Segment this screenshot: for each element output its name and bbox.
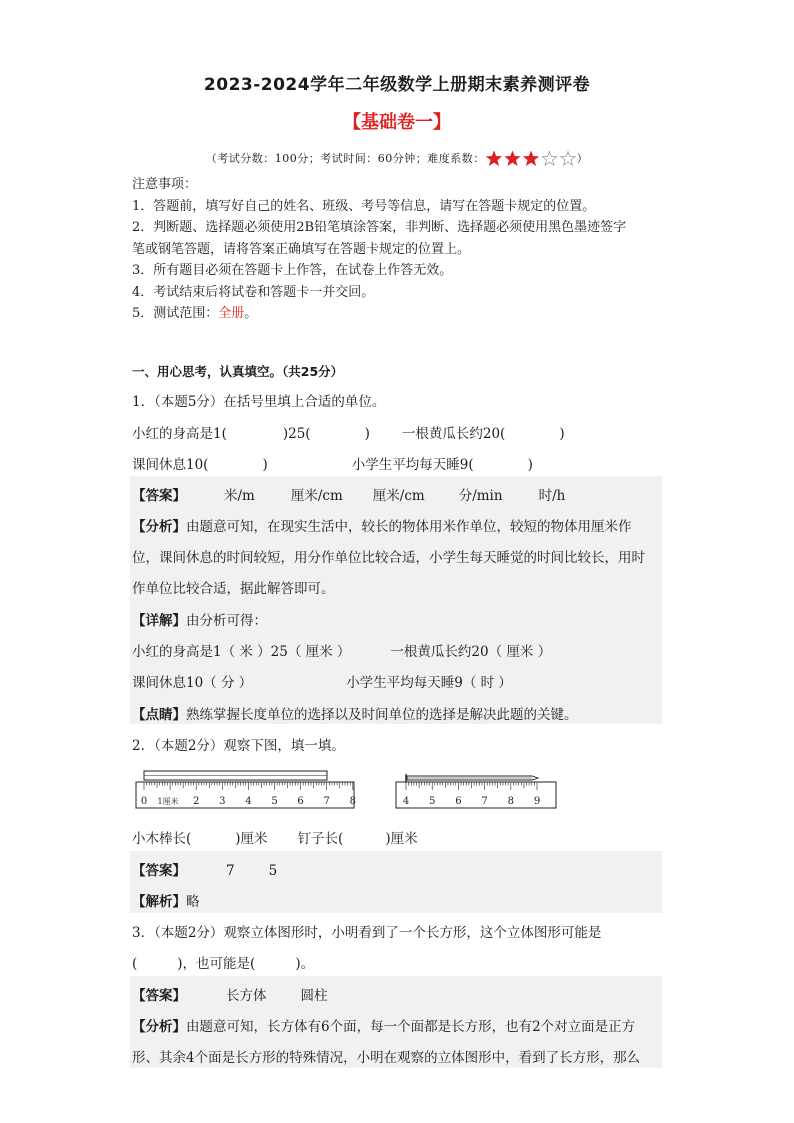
q1-text: )	[559, 426, 565, 442]
ruler-labels	[141, 796, 356, 807]
q2-answer	[132, 859, 277, 879]
answer-value: 时/h	[538, 488, 566, 504]
q1-text: 小学生平均每天睡9(	[351, 457, 474, 473]
ruler-label: 7	[481, 796, 488, 807]
analysis-tag: 【解析】	[132, 894, 186, 910]
q1-detail-line	[132, 609, 267, 629]
ruler-body	[396, 782, 556, 808]
q1-analysis-line: 作单位比较合适，据此解答即可。	[132, 581, 335, 597]
q1-text: )25(	[282, 426, 311, 442]
notes-item: 2．判断题、选择题必须使用2B铅笔填涂答案，非判断、选择题必须使用黑色墨迹签字	[132, 220, 627, 235]
answer-tag: 【答案】	[132, 988, 186, 1004]
star-empty-icon	[561, 152, 575, 166]
ruler-label: 5	[271, 796, 278, 807]
q2-text: 钉子长(	[297, 831, 344, 847]
q1-text: )	[364, 426, 370, 442]
section-title: 一、用心思考，认真填空。（共25分）	[132, 364, 344, 379]
ruler-label: 4	[402, 796, 410, 807]
page-subtitle: 【基础卷一】	[343, 112, 451, 133]
answer-value: 5	[268, 863, 278, 879]
detail-text: 小学生平均每天睡9（ 时 ）	[346, 675, 512, 691]
q2-stem: 2．（本题2分）观察下图，填一填。	[132, 738, 345, 754]
ruler-label: 3	[219, 796, 226, 807]
exam-meta-prefix: （考试分数：100分；考试时间：60分钟；难度系数：	[205, 152, 485, 165]
star-empty-icon	[542, 152, 556, 166]
answer-value: 长方体	[226, 988, 267, 1004]
ruler-stick-figure	[132, 770, 358, 812]
q3-analysis-line	[132, 1015, 635, 1035]
answer-tag: 【答案】	[132, 863, 186, 879]
scope-suffix: 。	[244, 306, 258, 321]
q3-line2	[132, 952, 314, 972]
analysis-text: 由题意可知，长方体有6个面，每一个面都是长方形，也有2个对立面是正方	[186, 1019, 636, 1035]
star-rating-icon	[485, 151, 577, 167]
page-title: 2023-2024学年二年级数学上册期末素养测评卷	[203, 75, 591, 95]
notes-block	[132, 174, 672, 325]
analysis-text: 略	[186, 894, 200, 910]
answer-value: 分/min	[458, 488, 503, 504]
q1-detail-line	[132, 671, 512, 691]
scope-label: 5．测试范围：	[132, 306, 219, 321]
q1-analysis-line: 位，课间休息的时间较短，用分作单位比较合适，小学生每天睡觉的时间比较长，用时	[132, 550, 645, 566]
q1-line2	[132, 453, 533, 473]
q3-text: )。	[295, 956, 315, 972]
q3-answer	[132, 984, 328, 1004]
q2-text: 小木棒长(	[132, 831, 192, 847]
exam-meta	[0, 150, 794, 167]
q1-text: )	[262, 457, 268, 473]
answer-value: 厘米/cm	[290, 488, 343, 504]
answer-value: 米/m	[224, 488, 255, 504]
ruler-label: 2	[193, 796, 200, 807]
ruler-label: 4	[245, 796, 252, 807]
q1-text: )	[527, 457, 533, 473]
notes-scope	[132, 303, 672, 325]
ruler-label: 1厘米	[157, 797, 179, 806]
notes-heading: 注意事项：	[132, 177, 198, 192]
notes-item: 1．答题前，填写好自己的姓名、班级、考号等信息，请写在答题卡规定的位置。	[132, 198, 596, 214]
q1-point-line	[132, 703, 578, 723]
detail-text: 小红的身高是1（ 米 ）25（ 厘米 ）	[132, 644, 351, 660]
answer-value: 圆柱	[300, 988, 328, 1004]
ruler-label: 9	[533, 796, 541, 807]
analysis-tag: 【分析】	[132, 519, 186, 535]
detail-text: 课间休息10（ 分 ）	[132, 675, 253, 691]
q1-analysis-line	[132, 515, 632, 535]
difficulty-stars	[485, 151, 577, 167]
star-filled-icon	[505, 152, 519, 166]
ruler-label: 8	[507, 796, 514, 807]
q3-analysis-line: 形、其余4个面是长方形的特殊情况，小明在观察的立体图形中，看到了长方形，那么	[132, 1050, 641, 1066]
detail-text: 一根黄瓜长约20（ 厘米 ）	[390, 644, 552, 660]
ruler-label: 6	[455, 796, 462, 807]
q3-text: )，也可能是(	[177, 956, 256, 972]
point-tag: 【点睛】	[132, 707, 186, 723]
star-filled-icon	[524, 152, 538, 166]
answer-tag: 【答案】	[132, 488, 186, 504]
q2-analysis	[132, 890, 200, 910]
q2-text: )厘米	[235, 831, 268, 847]
detail-text: 由分析可得：	[186, 613, 267, 629]
q2-text: )厘米	[385, 831, 418, 847]
q1-line1	[132, 422, 565, 442]
q1-text: 一根黄瓜长约20(	[401, 426, 506, 442]
q1-stem: 1．（本题5分）在括号里填上合适的单位。	[132, 394, 386, 410]
ruler-label: 8	[349, 796, 356, 807]
answer-value: 7	[226, 863, 235, 879]
q2-fill-line	[132, 827, 418, 847]
ruler-label: 0	[140, 796, 148, 807]
star-filled-icon	[487, 152, 501, 166]
notes-item: 4．考试结束后将试卷和答题卡一并交回。	[132, 284, 375, 300]
q1-answer	[132, 484, 565, 504]
ruler-label: 6	[297, 796, 304, 807]
analysis-tag: 【分析】	[132, 1019, 186, 1035]
ruler-label: 7	[323, 796, 330, 807]
notes-item: 笔或钢笔答题，请将答案正确填写在答题卡规定的位置上。	[132, 241, 471, 257]
answer-value: 厘米/cm	[372, 488, 425, 504]
exam-meta-suffix: ）	[576, 152, 589, 165]
point-text: 熟练掌握长度单位的选择以及时间单位的选择是解决此题的关键。	[186, 707, 578, 723]
q1-detail-line	[132, 640, 551, 660]
ruler-nail-figure	[392, 770, 560, 812]
q3-text: (	[132, 956, 138, 972]
ruler-label: 5	[429, 796, 436, 807]
notes-item: 3．所有题目必须在答题卡上作答，在试卷上作答无效。	[132, 263, 453, 278]
q1-text: 课间休息10(	[132, 457, 209, 473]
scope-value: 全册	[218, 306, 245, 321]
analysis-text: 由题意可知，在现实生活中，较长的物体用米作单位，较短的物体用厘米作	[186, 519, 632, 535]
detail-tag: 【详解】	[132, 613, 186, 629]
q1-text: 小红的身高是1(	[132, 426, 227, 442]
q3-stem: 3．（本题2分）观察立体图形时，小明看到了一个长方形，这个立体图形可能是	[132, 925, 602, 941]
